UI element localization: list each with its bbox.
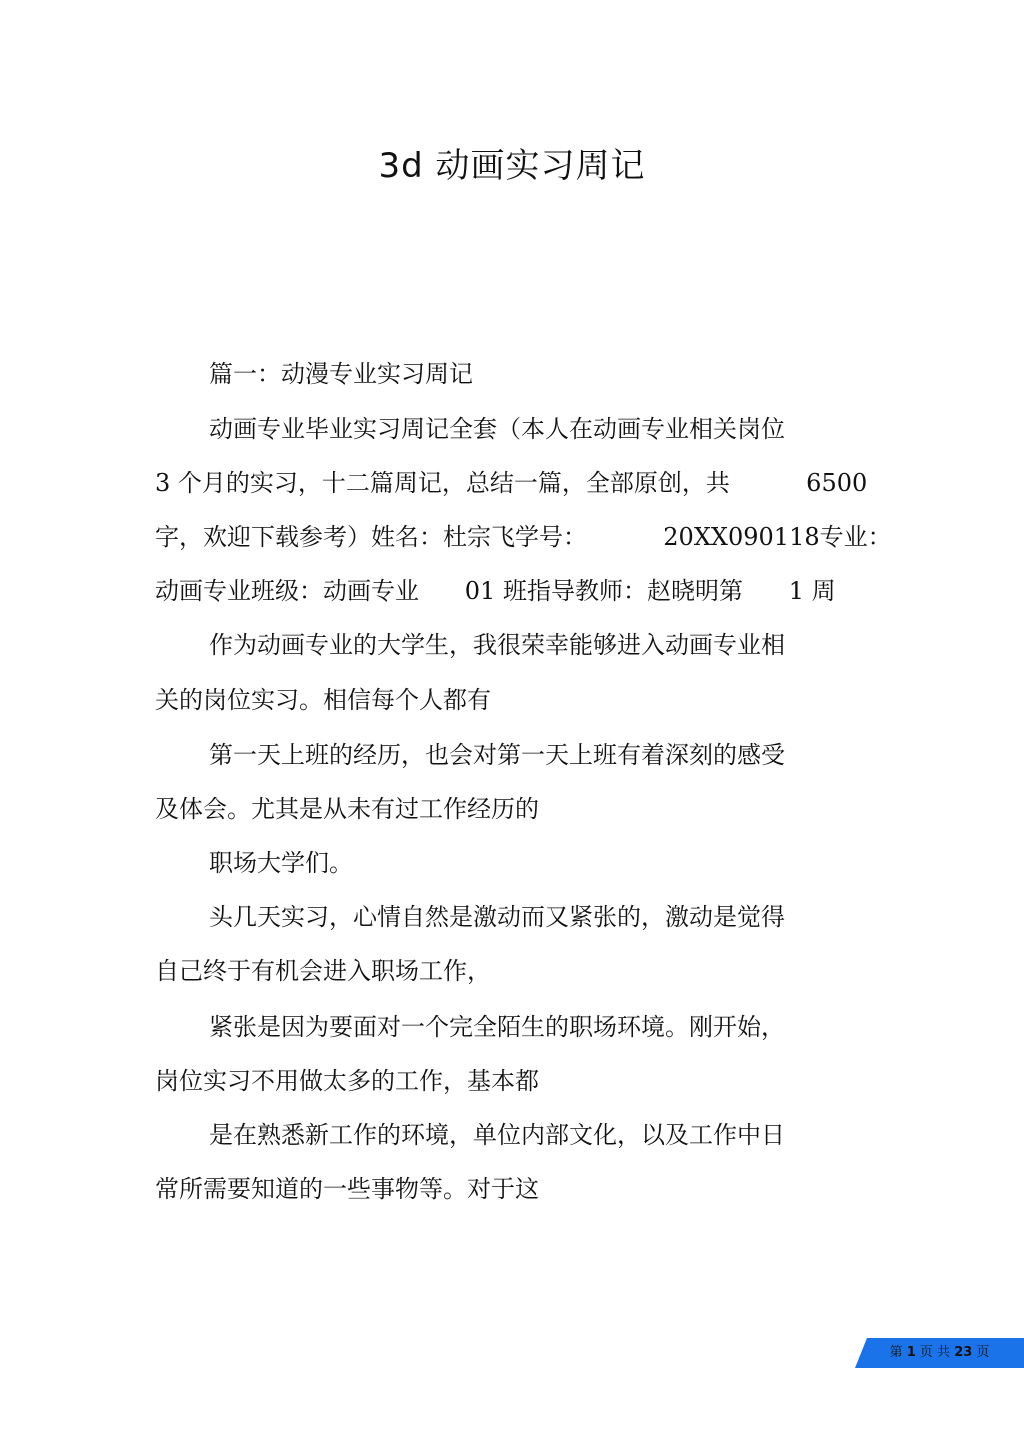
paragraph-line: 动画专业班级：动画专业 01 班指导教师：赵晓明第 1 周	[155, 577, 836, 605]
paragraph-line: 紧张是因为要面对一个完全陌生的职场环境。刚开始，	[209, 1013, 785, 1041]
total-pages-number: 23	[954, 1345, 973, 1360]
paragraph-line: 动画专业毕业实习周记全套（本人在动画专业相关岗位	[209, 415, 785, 443]
paragraph-line: 篇一：动漫专业实习周记	[209, 360, 473, 388]
current-page-number: 1	[906, 1345, 916, 1360]
page-number-text	[855, 1338, 1024, 1368]
paragraph-line: 第一天上班的经历，也会对第一天上班有着深刻的感受	[209, 741, 785, 769]
document-title: 3d 动画实习周记	[378, 146, 646, 186]
paragraph-line: 自己终于有机会进入职场工作，	[155, 957, 491, 985]
paragraph-line: 常所需要知道的一些事物等。对于这	[155, 1175, 539, 1203]
page-suffix: 页	[976, 1345, 990, 1360]
paragraph-line: 作为动画专业的大学生，我很荣幸能够进入动画专业相	[209, 631, 785, 659]
paragraph-line: 关的岗位实习。相信每个人都有	[155, 686, 491, 714]
paragraph-line: 及体会。尤其是从未有过工作经历的	[155, 795, 539, 823]
paragraph-line: 岗位实习不用做太多的工作，基本都	[155, 1067, 539, 1095]
page-middle: 页 共	[919, 1345, 951, 1360]
paragraph-line: 是在熟悉新工作的环境，单位内部文化，以及工作中日	[209, 1121, 785, 1149]
page-indicator	[855, 1338, 1024, 1368]
paragraph-line: 字，欢迎下载参考）姓名：杜宗飞学号： 20XX090118专业：	[155, 523, 892, 551]
paragraph-line: 职场大学们。	[209, 849, 353, 877]
paragraph-line: 头几天实习，心情自然是激动而又紧张的，激动是觉得	[209, 903, 785, 931]
paragraph-line: 3 个月的实习，十二篇周记，总结一篇，全部原创，共 6500	[155, 469, 868, 497]
page-prefix: 第	[889, 1345, 903, 1360]
